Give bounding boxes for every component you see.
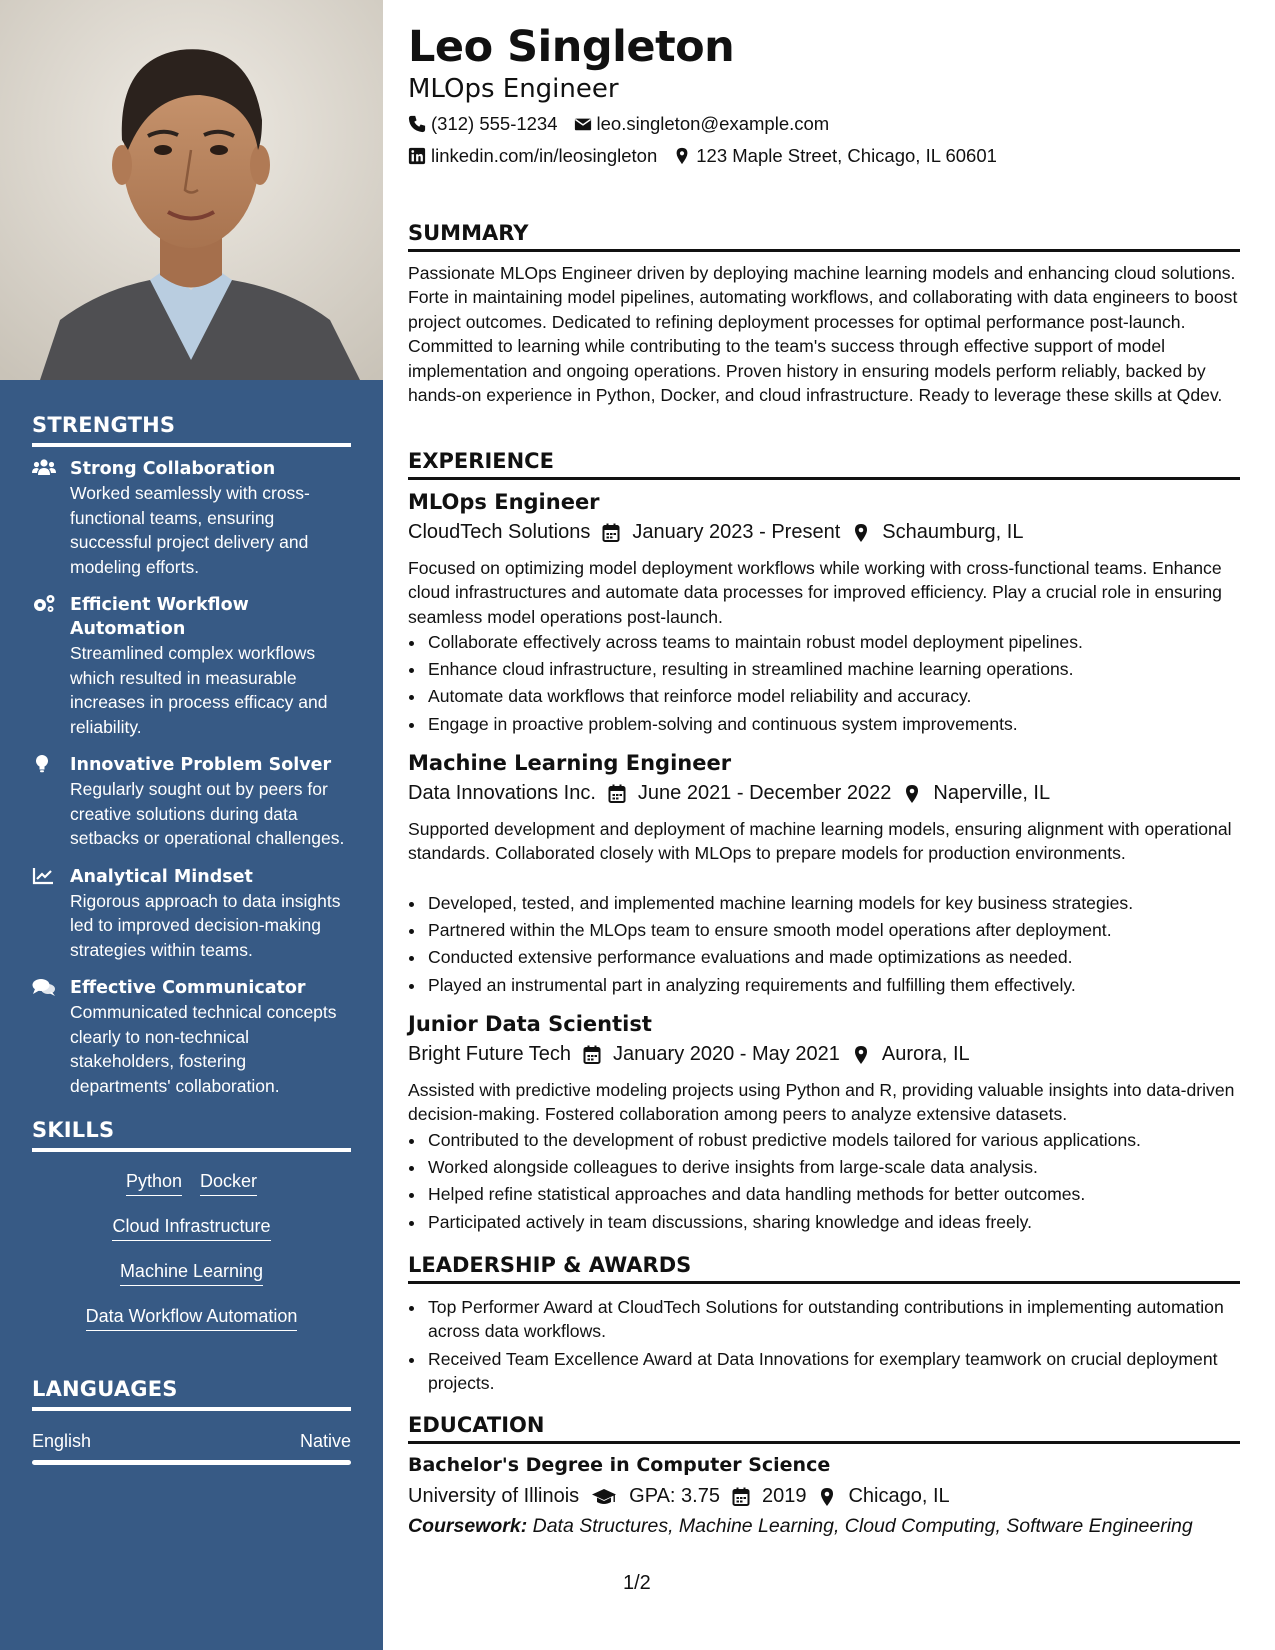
job-dates: January 2023 - Present <box>632 521 841 543</box>
location-pin-icon <box>852 1045 870 1065</box>
strengths-heading: STRENGTHS <box>32 413 351 447</box>
summary-heading: SUMMARY <box>408 221 1240 252</box>
profile-photo <box>0 0 383 380</box>
education-heading: EDUCATION <box>408 1413 1240 1444</box>
awards-list <box>408 1295 1258 1399</box>
list-item: • Helped refine statistical approaches and data handling methods for better outcomes. <box>426 1181 1258 1208</box>
comments-icon <box>32 977 56 997</box>
calendar-icon <box>732 1487 750 1507</box>
phone-icon <box>408 115 426 133</box>
calendar-icon <box>602 523 620 543</box>
users-icon <box>32 458 56 478</box>
envelope-icon <box>574 115 592 133</box>
strength-item <box>32 865 351 963</box>
education-meta <box>408 1485 950 1508</box>
job-bullets <box>408 629 1258 738</box>
language-row <box>32 1431 351 1452</box>
strength-title: Efficient Workflow Automation <box>70 595 249 639</box>
languages-heading: LANGUAGES <box>32 1377 351 1411</box>
gpa: GPA: 3.75 <box>629 1485 720 1507</box>
strength-item <box>32 976 351 1098</box>
skill-tag: Machine Learning <box>120 1259 263 1286</box>
job-meta <box>408 782 1050 805</box>
location-pin-icon <box>903 784 921 804</box>
job-title: MLOps Engineer <box>408 490 600 514</box>
experience-heading: EXPERIENCE <box>408 449 1240 480</box>
list-item: • Developed, tested, and implemented machine learning models for key business strategies. <box>426 890 1258 917</box>
language-name: English <box>32 1431 92 1451</box>
job-company: Data Innovations Inc. <box>408 782 596 804</box>
list-item: • Participated actively in team discussions, sharing knowledge and ideas freely. <box>426 1209 1258 1236</box>
location-pin-icon <box>818 1487 836 1507</box>
candidate-role: MLOps Engineer <box>408 74 619 104</box>
strength-desc: Communicated technical concepts clearly to non-technical stakeholders, fostering departments' collaboration. <box>70 1002 337 1096</box>
list-item: • Contributed to the development of robust predictive models tailored for various applications. <box>426 1127 1258 1154</box>
summary-text: Passionate MLOps Engineer driven by deploying machine learning models and enhancing cloud solutions. Forte in maintaining model pipelines, automating workflows, and collaborating with data engineers to boost project outcomes. Dedicated to refining deployment processes for optimal performance post-launch. Committed to learning while contributing to the team's success through effective support of model implementation and ongoing operations. Proven history in ensuring models perform reliably, backed by hands-on experience in Python, Docker, and cloud infrastructure. Ready to leverage these skills at Qdev. <box>408 263 1238 406</box>
skill-tag: Docker <box>200 1169 257 1196</box>
gears-icon <box>32 594 56 614</box>
job-description: Supported development and deployment of machine learning models, ensuring alignment with operational standards. Collaborated closely with MLOps to prepare models for production environments. <box>408 819 1232 864</box>
linkedin-icon <box>408 147 426 165</box>
job-description: Focused on optimizing model deployment workflows while working with cross-functional teams. Enhance cloud infrastructures and automate data processes for improved efficiency. Play a crucial role in ensuring seamless model operations post-launch. <box>408 558 1222 627</box>
job-company: CloudTech Solutions <box>408 521 591 543</box>
awards-heading: LEADERSHIP & AWARDS <box>408 1253 1240 1284</box>
school-name: University of Illinois <box>408 1485 580 1507</box>
location-pin-icon <box>673 147 691 165</box>
sidebar <box>0 0 383 1650</box>
calendar-icon <box>608 784 626 804</box>
coursework-list: Data Structures, Machine Learning, Cloud Computing, Software Engineering <box>532 1515 1193 1537</box>
list-item: • Partnered within the MLOps team to ensure smooth model operations after deployment. <box>426 917 1258 944</box>
lightbulb-icon <box>32 754 56 774</box>
strength-desc: Worked seamlessly with cross-functional teams, ensuring successful project delivery and modeling efforts. <box>70 483 310 577</box>
strength-title: Innovative Problem Solver <box>70 755 332 775</box>
strength-desc: Streamlined complex workflows which resulted in measurable increases in process efficacy and reliability. <box>70 643 328 737</box>
strength-title: Strong Collaboration <box>70 459 276 479</box>
strength-item <box>32 753 351 851</box>
job-location: Schaumburg, IL <box>882 521 1024 543</box>
location-pin-icon <box>852 523 870 543</box>
contact-row <box>408 145 997 167</box>
job-location: Aurora, IL <box>881 1043 970 1065</box>
coursework-label: Coursework: <box>408 1515 528 1537</box>
school-location: Chicago, IL <box>848 1485 950 1507</box>
graduation-cap-icon <box>591 1487 617 1507</box>
list-item: • Worked alongside colleagues to derive insights from large-scale data analysis. <box>426 1154 1258 1181</box>
job-dates: January 2020 - May 2021 <box>613 1043 840 1065</box>
job-location: Naperville, IL <box>933 782 1051 804</box>
job-bullets <box>408 1127 1258 1236</box>
phone-number[interactable]: (312) 555-1234 <box>431 113 558 134</box>
list-item: • Played an instrumental part in analyzing requirements and fulfilling them effectively. <box>426 972 1258 999</box>
address: 123 Maple Street, Chicago, IL 60601 <box>696 145 997 166</box>
page-number: 1/2 <box>623 1572 651 1594</box>
job-title: Machine Learning Engineer <box>408 751 732 775</box>
job-bullets <box>408 890 1258 999</box>
strength-item <box>32 457 351 579</box>
list-item: • Conducted extensive performance evaluations and made optimizations as needed. <box>426 944 1258 971</box>
job-meta <box>408 521 1023 544</box>
email-link[interactable]: leo.singleton@example.com <box>596 113 830 134</box>
skill-tag: Python <box>126 1169 182 1196</box>
calendar-icon <box>583 1045 601 1065</box>
skill-tag: Data Workflow Automation <box>86 1304 298 1331</box>
degree-title: Bachelor's Degree in Computer Science <box>408 1454 831 1476</box>
contact-row <box>408 113 829 135</box>
job-title: Junior Data Scientist <box>408 1012 652 1036</box>
candidate-name: Leo Singleton <box>408 22 735 72</box>
list-item: • Collaborate effectively across teams to maintain robust model deployment pipelines. <box>426 629 1258 656</box>
language-proficiency-bar <box>32 1460 351 1465</box>
list-item: • Enhance cloud infrastructure, resulting in streamlined machine learning operations. <box>426 656 1258 683</box>
strength-item <box>32 593 351 739</box>
list-item: • Automate data workflows that reinforce model reliability and accuracy. <box>426 683 1258 710</box>
strength-desc: Rigorous approach to data insights led to improved decision-making strategies within teams. <box>70 890 341 960</box>
job-dates: June 2021 - December 2022 <box>637 782 892 804</box>
job-company: Bright Future Tech <box>408 1043 572 1065</box>
job-meta <box>408 1043 970 1066</box>
list-item: • Engage in proactive problem-solving and continuous system improvements. <box>426 711 1258 738</box>
strength-title: Effective Communicator <box>70 978 306 998</box>
linkedin-link[interactable]: linkedin.com/in/leosingleton <box>431 145 658 166</box>
graduation-year: 2019 <box>761 1485 807 1507</box>
skill-tag: Cloud Infrastructure <box>112 1214 270 1241</box>
language-level: Native <box>299 1431 351 1451</box>
skills-heading: SKILLS <box>32 1118 351 1152</box>
job-description: Assisted with predictive modeling projects using Python and R, providing valuable insights into data-driven decision-making. Fostered collaboration among peers to analyze extensive datasets. <box>408 1080 1235 1125</box>
strength-title: Analytical Mindset <box>70 866 253 887</box>
strength-desc: Regularly sought out by peers for creative solutions during data setbacks or operational challenges. <box>70 779 345 848</box>
list-item: • Received Team Excellence Award at Data Innovations for exemplary teamwork on crucial deployment projects. <box>426 1347 1258 1396</box>
list-item: • Top Performer Award at CloudTech Solutions for outstanding contributions in implementing automation across data workflows. <box>426 1295 1258 1344</box>
chart-line-icon <box>32 866 56 886</box>
coursework <box>408 1515 1193 1538</box>
